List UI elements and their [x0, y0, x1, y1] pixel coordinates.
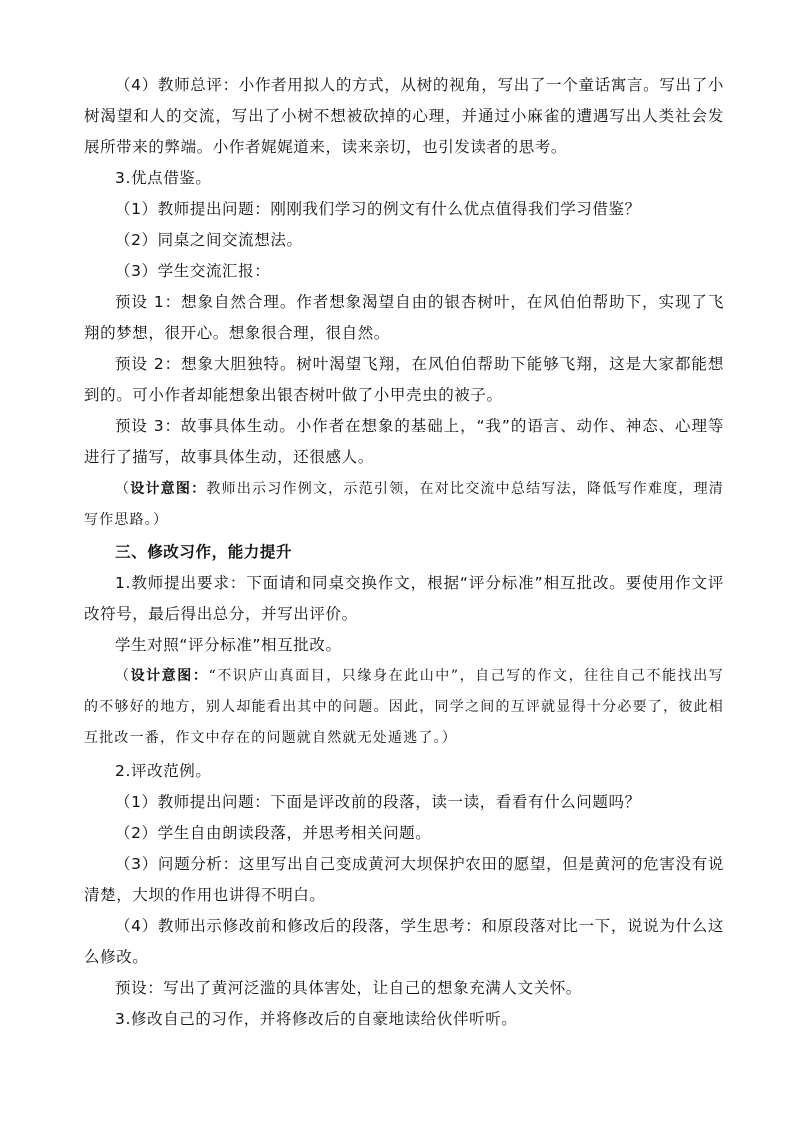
paragraph-desk-exchange: （2）同桌之间交流想法。 [115, 231, 303, 249]
paragraph-strengths-heading: 3.优点借鉴。 [115, 169, 212, 187]
design-intent-note-1: （设计意图：教师出示习作例文，示范引领，在对比交流中总结写法，降低写作难度，理清写作思路。） [84, 481, 725, 528]
paragraph-exchange-essays: 1.教师提出要求：下面请和同桌交换作文，根据“评分标准”相互批改。要使用作文评改符号，最后得出总分，并写出评价。 [84, 574, 724, 623]
paragraph-question-before: （1）教师提出问题：下面是评改前的段落，读一读，看看有什么问题吗？ [115, 793, 641, 811]
paragraph-compare-revision: （4）教师出示修改前和修改后的段落，学生思考：和原段落对比一下，说说为什么这么修改。 [84, 917, 724, 966]
design-intent-text: 教师出示习作例文，示范引领，在对比交流中总结写法，降低写作难度，理清写作思路。 [84, 481, 725, 528]
paragraph-mutual-grading: 学生对照“评分标准”相互批改。 [115, 636, 342, 654]
section-heading-revise: 三、修改习作，能力提升 [115, 543, 293, 561]
design-intent-text: “不识庐山真面目，只缘身在此山中”，自己写的作文，往往自己不能找出写的不够好的地方，别人却能看出其中的问题。因此，同学之间的互评就显得十分必要了，彼此相互批改一番，作文中存在的问题就自然就无处遁逃了。 [84, 668, 724, 746]
design-intent-label: 设计意图： [130, 668, 209, 684]
paragraph-preset-2: 预设 2：想象大胆独特。树叶渴望飞翔，在风伯伯帮助下能够飞翔，这是大家都能想到的。可小作者却能想象出银杏树叶做了小甲壳虫的被子。 [84, 355, 724, 404]
design-intent-label: 设计意图： [130, 481, 207, 497]
design-intent-note-2: （设计意图：“不识庐山真面目，只缘身在此山中”，自己写的作文，往往自己不能找出写的不够好的地方，别人却能看出其中的问题。因此，同学之间的互评就显得十分必要了，彼此相互批改一番，作文中存在的问题就自然就无处遁逃了。） [84, 668, 724, 746]
paragraph-problem-analysis: （3）问题分析：这里写出自己变成黄河大坝保护农田的愿望，但是黄河的危害没有说清楚，大坝的作用也讲得不明白。 [84, 855, 724, 904]
paragraph-teacher-question: （1）教师提出问题：刚刚我们学习的例文有什么优点值得我们学习借鉴？ [115, 200, 641, 218]
paragraph-preset-3: 预设 3：故事具体生动。小作者在想象的基础上，“我”的语言、动作、神态、心理等进行了描写，故事具体生动，还很感人。 [84, 417, 724, 466]
paragraph-free-reading: （2）学生自由朗读段落，并思考相关问题。 [115, 824, 432, 842]
paragraph-preset-1: 预设 1：想象自然合理。作者想象渴望自由的银杏树叶，在风伯伯帮助下，实现了飞翔的梦想，很开心。想象很合理，很自然。 [84, 293, 724, 342]
paragraph-preset-revision: 预设：写出了黄河泛滥的具体害处，让自己的想象充满人文关怀。 [115, 979, 582, 997]
paragraph-teacher-summary: （4）教师总评：小作者用拟人的方式，从树的视角，写出了一个童话寓言。写出了小树渴望和人的交流，写出了小树不想被砍掉的心理，并通过小麻雀的遭遇写出人类社会发展所带来的弊端。小作者娓娓道来，读来亲切，也引发读者的思考。 [84, 76, 724, 156]
paragraph-student-report: （3）学生交流汇报： [115, 262, 271, 280]
paragraph-revision-example: 2.评改范例。 [115, 762, 212, 780]
paragraph-revise-own: 3.修改自己的习作，并将修改后的自豪地读给伙伴听听。 [115, 1010, 518, 1028]
